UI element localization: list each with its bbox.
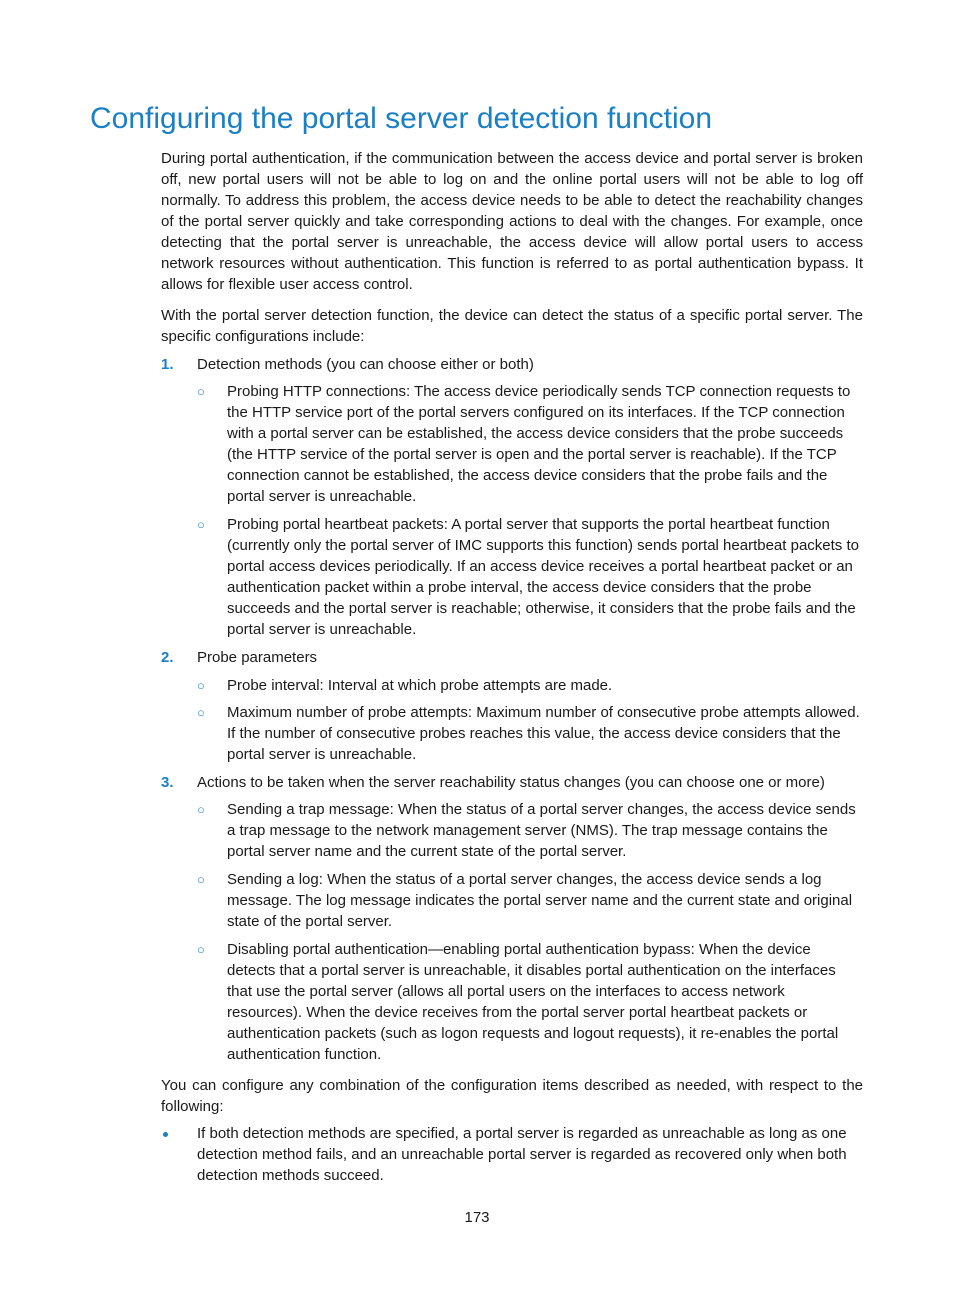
list-number: 3. bbox=[161, 774, 174, 791]
list-number: 2. bbox=[161, 649, 174, 666]
bullet-item bbox=[161, 1123, 863, 1186]
sub-item-probing-http bbox=[197, 381, 863, 507]
outro-paragraph: You can configure any combination of the configuration items described as needed, with respect to the following: bbox=[161, 1077, 863, 1115]
bullet-text: If both detection methods are specified, a portal server is regarded as unreachable as long as one detection method fails, and an unreachable portal server is regarded as recovered only when both detection methods succeed. bbox=[197, 1125, 847, 1184]
circle-bullet-icon: ○ bbox=[197, 802, 205, 817]
sub-item-probe-interval bbox=[197, 675, 863, 696]
list-number: 1. bbox=[161, 356, 174, 373]
sub-item-disable-portal-auth bbox=[197, 939, 863, 1065]
list-item-text: Probe parameters bbox=[197, 649, 318, 666]
list-item-text: Actions to be taken when the server reachability status changes (you can choose one or more) bbox=[197, 774, 825, 791]
page-number: 173 bbox=[464, 1209, 490, 1226]
sub-item-text: Disabling portal authentication—enabling portal authentication bypass: When the device detects that a portal server is unreachable, it disables portal authentication on the interfaces that use the portal server (allows all portal users on the interfaces to access network resources). When the device receives from the portal server portal heartbeat packets or authentication packets (such as logon requests and logout requests), it re-enables the portal authentication function. bbox=[227, 941, 839, 1063]
sub-item-text: Maximum number of probe attempts: Maximum number of consecutive probe attempts allowed. If the number of consecutive probes reaches this value, the access device considers that the portal server is unreachable. bbox=[227, 704, 860, 763]
list-item-probe-parameters bbox=[161, 647, 863, 668]
sub-item-sending-log bbox=[197, 869, 863, 932]
intro-paragraph-2: With the portal server detection function, the device can detect the status of a specific portal server. The specific configurations include: bbox=[161, 307, 863, 345]
list-item-text: Detection methods (you can choose either or both) bbox=[197, 356, 534, 373]
section-title: Configuring the portal server detection function bbox=[90, 102, 713, 135]
sub-item-text: Sending a trap message: When the status of a portal server changes, the access device sends a trap message to the network management server (NMS). The trap message contains the portal server name and the current state of the portal server. bbox=[227, 801, 856, 860]
sub-item-text: Sending a log: When the status of a portal server changes, the access device sends a log message. The log message indicates the portal server name and the current state and original state of the portal server. bbox=[227, 871, 853, 930]
sub-item-text: Probing HTTP connections: The access device periodically sends TCP connection requests to the HTTP service port of the portal servers configured on its interfaces. If the TCP connection with a portal server can be established, the access device considers that the probe succeeds (the HTTP service of the portal server is open and the portal server is reachable). If the TCP connection cannot be established, the access device considers that the probe fails and the portal server is unreachable. bbox=[227, 383, 851, 505]
sub-item-text: Probe interval: Interval at which probe attempts are made. bbox=[227, 677, 613, 694]
circle-bullet-icon: ○ bbox=[197, 517, 205, 532]
circle-bullet-icon: ○ bbox=[197, 705, 205, 720]
sub-item-max-attempts bbox=[197, 702, 863, 765]
circle-bullet-icon: ○ bbox=[197, 872, 205, 887]
bullet-dot-icon bbox=[163, 1132, 168, 1137]
list-item-actions bbox=[161, 772, 863, 793]
circle-bullet-icon: ○ bbox=[197, 942, 205, 957]
sub-item-trap-message bbox=[197, 799, 863, 862]
circle-bullet-icon: ○ bbox=[197, 678, 205, 693]
circle-bullet-icon: ○ bbox=[197, 384, 205, 399]
sub-item-text: Probing portal heartbeat packets: A portal server that supports the portal heartbeat function (currently only the portal server of IMC supports this function) sends portal heartbeat packets to portal access devices periodically. If an access device receives a portal heartbeat packet or an authentication packet within a probe interval, the access device considers that the probe succeeds and the portal server is reachable; otherwise, it considers that the probe fails and the portal server is unreachable. bbox=[227, 516, 859, 638]
list-item-detection-methods bbox=[161, 354, 863, 375]
sub-item-probing-heartbeat bbox=[197, 514, 863, 640]
intro-paragraph-1: During portal authentication, if the communication between the access device and portal server is broken off, new portal users will not be able to log on and the online portal users will not be able to log off normally. To address this problem, the access device needs to be able to detect the reachability changes of the portal server quickly and take corresponding actions to deal with the changes. For example, once detecting that the portal server is unreachable, the access device will allow portal users to access network resources without authentication. This function is referred to as portal authentication bypass. It allows for flexible user access control. bbox=[161, 150, 863, 293]
